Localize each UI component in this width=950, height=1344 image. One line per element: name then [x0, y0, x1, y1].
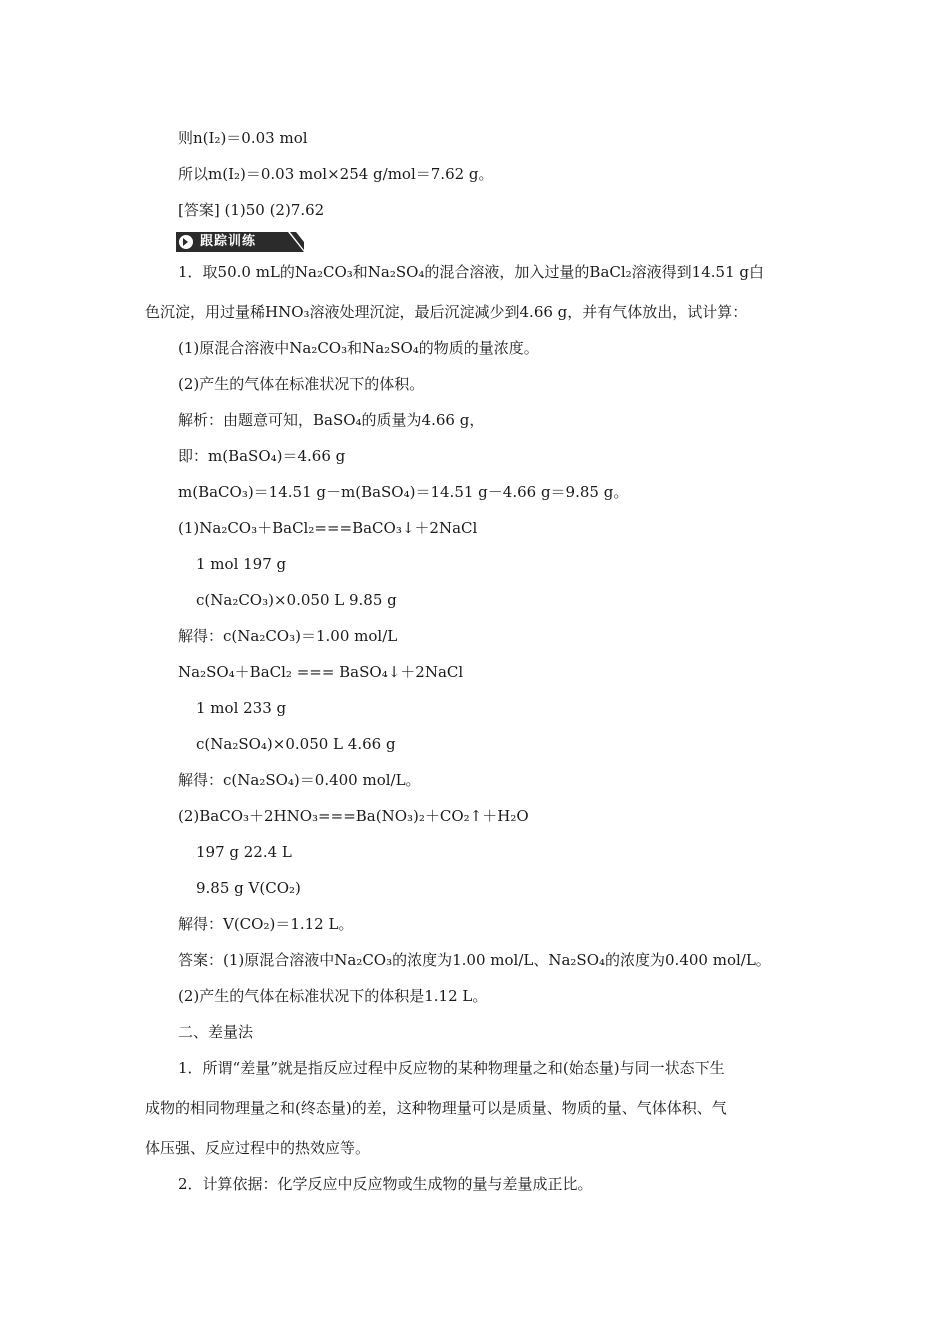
answer-line: [答案] (1)50 (2)7.62 — [178, 201, 325, 219]
question-line: 色沉淀，用过量稀HNO₃溶液处理沉淀，最后沉淀减少到4.66 g，并有气体放出，试计算： — [145, 303, 748, 321]
equation-line: Na₂SO₄＋BaCl₂ === BaSO₄↓＋2NaCl — [178, 663, 464, 681]
text-line: 所以m(I₂)＝0.03 mol×254 g/mol＝7.62 g。 — [178, 165, 494, 183]
paragraph-line: 体压强、反应过程中的热效应等。 — [145, 1139, 371, 1157]
solution-line: 即：m(BaSO₄)＝4.66 g — [178, 447, 346, 465]
solution-line: m(BaCO₃)＝14.51 g－m(BaSO₄)＝14.51 g－4.66 g＝9.85 g。 — [178, 483, 629, 501]
banner-label: 跟踪训练 — [200, 234, 257, 249]
solution-line: 解得：V(CO₂)＝1.12 L。 — [178, 915, 354, 933]
equation-line: (2)BaCO₃＋2HNO₃===Ba(NO₃)₂＋CO₂↑＋H₂O — [178, 807, 529, 825]
equation-line: c(Na₂SO₄)×0.050 L 4.66 g — [196, 735, 396, 753]
equation-line: 1 mol 197 g — [196, 555, 287, 573]
equation-line: 1 mol 233 g — [196, 699, 287, 717]
answer-line: 答案：(1)原混合溶液中Na₂CO₃的浓度为1.00 mol/L、Na₂SO₄的浓度为0.400 mol/L。 — [178, 951, 771, 969]
equation-line: 9.85 g V(CO₂) — [196, 879, 301, 897]
answer-line: (2)产生的气体在标准状况下的体积是1.12 L。 — [178, 987, 488, 1005]
equation-line: c(Na₂CO₃)×0.050 L 9.85 g — [196, 591, 397, 609]
solution-line: 解析：由题意可知，BaSO₄的质量为4.66 g， — [178, 411, 485, 429]
paragraph-line: 1．所谓“差量”就是指反应过程中反应物的某种物理量之和(始态量)与同一状态下生 — [178, 1059, 725, 1077]
question-line: 1．取50.0 mL的Na₂CO₃和Na₂SO₄的混合溶液，加入过量的BaCl₂溶液得到14.51 g白 — [178, 263, 764, 281]
solution-line: 解得：c(Na₂CO₃)＝1.00 mol/L — [178, 627, 398, 645]
solution-line: 解得：c(Na₂SO₄)＝0.400 mol/L。 — [178, 771, 421, 789]
question-line: (1)原混合溶液中Na₂CO₃和Na₂SO₄的物质的量浓度。 — [178, 339, 539, 357]
paragraph-line: 2．计算依据：化学反应中反应物或生成物的量与差量成正比。 — [178, 1175, 593, 1193]
paragraph-line: 成物的相同物理量之和(终态量)的差，这种物理量可以是质量、物质的量、气体体积、气 — [145, 1099, 727, 1117]
section-banner — [176, 232, 304, 252]
section-heading: 二、差量法 — [178, 1023, 254, 1041]
question-line: (2)产生的气体在标准状况下的体积。 — [178, 375, 425, 393]
text-line: 则n(I₂)＝0.03 mol — [178, 129, 308, 147]
equation-line: 197 g 22.4 L — [196, 843, 292, 861]
equation-line: (1)Na₂CO₃＋BaCl₂===BaCO₃↓＋2NaCl — [178, 519, 478, 537]
